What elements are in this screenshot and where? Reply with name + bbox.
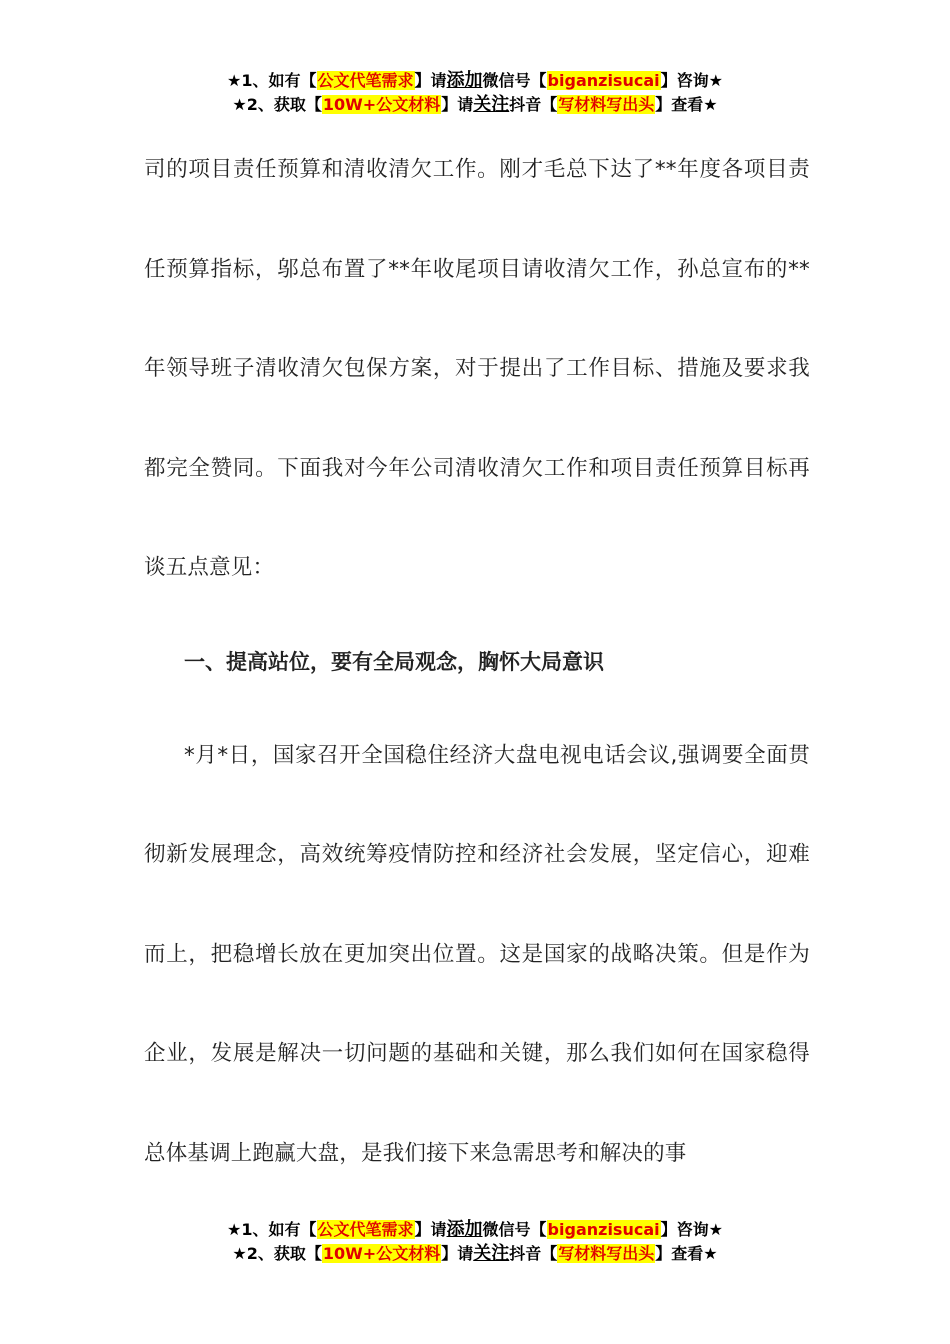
highlight-douyin-account: 写材料写出头	[558, 95, 655, 114]
banner-text: ★2、获取【	[232, 1244, 322, 1263]
section-heading-1: 一、提高站位，要有全局观念，胸怀大局意识	[184, 649, 604, 674]
banner-emphasis: 关注	[473, 1243, 510, 1264]
highlight-service: 公文代笔需求	[317, 1220, 414, 1239]
banner-text: 】咨询★	[660, 1220, 723, 1239]
banner-text: 】请	[414, 71, 447, 90]
banner-emphasis: 添加	[446, 70, 483, 91]
document-body	[144, 120, 810, 1203]
banner-text: ★2、获取【	[232, 95, 322, 114]
banner-text: 】查看★	[655, 1244, 718, 1263]
highlight-materials: 10W+公文材料	[322, 1244, 441, 1263]
banner-text: 】请	[441, 1244, 474, 1263]
banner-text: 抖音【	[509, 1244, 558, 1263]
banner-text: 】请	[441, 95, 474, 114]
banner-emphasis: 添加	[446, 1219, 483, 1240]
banner-text: 】请	[414, 1220, 447, 1239]
banner-text: ★1、如有【	[227, 71, 317, 90]
highlight-douyin-account: 写材料写出头	[558, 1244, 655, 1263]
banner-text: 微信号【	[482, 1220, 547, 1239]
banner-text: 】查看★	[655, 95, 718, 114]
banner-emphasis: 关注	[473, 94, 510, 115]
banner-text: 微信号【	[482, 71, 547, 90]
banner-text: 】咨询★	[660, 71, 723, 90]
paragraph-intro: 司的项目责任预算和清收清欠工作。刚才毛总下达了**年度各项目责任预算指标，邬总布置了**年收尾项目请收清欠工作，孙总宣布的**年领导班子清收清欠包保方案，对于提出了工作目标、措施及要求我都完全赞同。下面我对今年公司清收清欠工作和项目责任预算目标再谈五点意见：	[144, 157, 810, 580]
banner-line-2	[0, 1242, 950, 1266]
paragraph-section-1: *月*日，国家召开全国稳住经济大盘电视电话会议,强调要全面贯彻新发展理念，高效统筹疫情防控和经济社会发展，坚定信心，迎难而上，把稳增长放在更加突出位置。这是国家的战略决策。但是作为企业，发展是解决一切问题的基础和关键，那么我们如何在国家稳得总体基调上跑赢大盘，是我们接下来急需思考和解决的事	[144, 742, 810, 1166]
highlight-service: 公文代笔需求	[317, 71, 414, 90]
highlight-wechat-id: biganzisucai	[547, 1220, 660, 1239]
banner-line-1	[0, 69, 950, 93]
highlight-wechat-id: biganzisucai	[547, 71, 660, 90]
highlight-materials: 10W+公文材料	[322, 95, 441, 114]
banner-text: ★1、如有【	[227, 1220, 317, 1239]
banner-line-1	[0, 1218, 950, 1242]
top-banner	[0, 69, 950, 117]
banner-text: 抖音【	[509, 95, 558, 114]
bottom-banner	[0, 1218, 950, 1266]
banner-line-2	[0, 93, 950, 117]
